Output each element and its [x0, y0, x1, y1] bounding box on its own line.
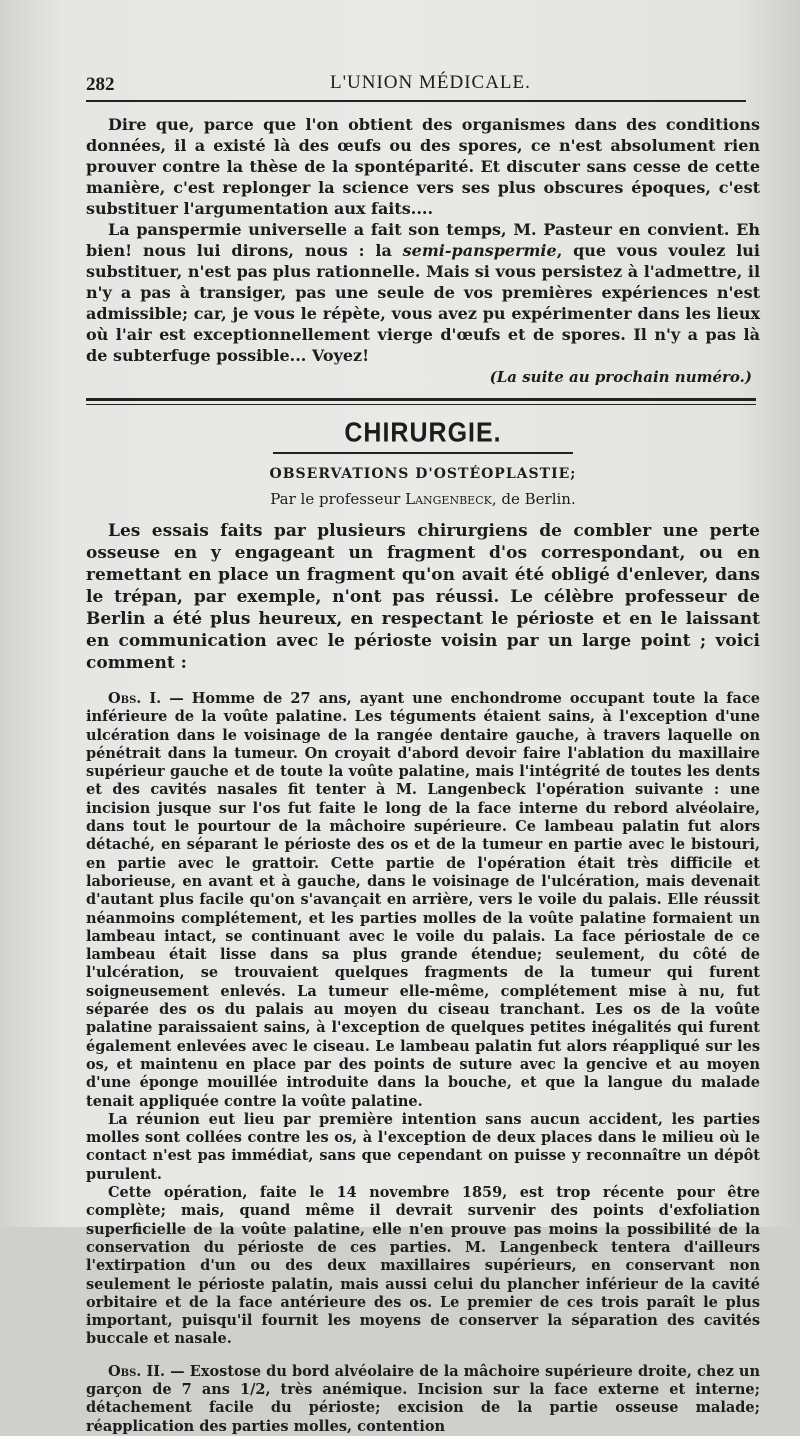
intro-paragraph-1: Dire que, parce que l'on obtient des organismes dans des conditions données, il a existé là des œufs ou des spores, ce n'est absolument rien prouver contre la thèse de la spontéparité. Et discuter sans cesse de cette manière, c'est replonger la science vers ses plus obscures époques, c'est substituer l'argumentation aux faits....	[86, 115, 760, 218]
article-lead	[86, 520, 760, 674]
author-suffix: , de Berlin.	[491, 490, 576, 508]
intro-section	[86, 114, 760, 386]
page-header	[86, 70, 760, 100]
intro-paragraph-2-italic: semi-panspermie	[402, 241, 557, 260]
page-number: 282	[86, 74, 115, 95]
intro-paragraph-2-end: , que vous voulez lui substituer, n'est pas plus rationnelle. Mais si vous persistez à l'admettre, il n'y a pas à transiger, pas une seule de vos premières expériences n'est admissible; car, je vous le répète, vous avez pu expérimenter dans les lieux où l'air est exceptionnellement vierge d'œufs et de spores. Il n'y a pas là de subterfuge possible... Voyez!	[86, 241, 761, 365]
obs1-paragraph-2: La réunion eut lieu par première intention sans aucun accident, les parties molles sont collées contre les os, à l'exception de deux places dans le milieu où le contact n'est pas immédiat, sans que cependant on puisse y reconnaître un dépôt purulent.	[86, 1110, 760, 1183]
obs1-paragraph-1	[86, 690, 760, 1111]
obs1-text: — Homme de 27 ans, ayant une enchondrome occupant toute la face inférieure de la voûte palatine. Les téguments étaient sains, à l'exception d'une ulcération dans le voisinage de la rangée dentaire gauche, à travers laquelle on pénétrait dans la tumeur. On croyait d'abord devoir faire l'ablation du maxillaire supérieur gauche et de toute la voûte palatine, mais l'intégrité de toutes les dents et des cavités nasales fit tenter à M. Langenbeck l'opération suivante : une incision jusque sur l'os fut faite le long de la face interne du rebord alvéolaire, dans tout le pourtour de la mâchoire supérieure. Ce lambeau palatin fut alors détaché, en séparant le périoste des os et de la tumeur en partie avec le bistouri, en partie avec le grattoir. Cette partie de l'opération était très difficile et laborieuse, en avant et à gauche, dans le voisinage de l'ulcération, mais devenait d'autant plus facile qu'on s'avançait en arrière, vers le voile du palais. Elle réussit néanmoins complétement, et les parties molles de la voûte palatine formaient un lambeau intact, se continuant avec le voile du palais. La face périostale de ce lambeau était lisse dans sa plus grande étendue; seulement, du côté de l'ulcération, se trouvaient quelques fragments de la tumeur qui furent soigneusement enlevés. La tumeur elle-même, complétement mise à nu, fut séparée des os du palais au moyen du ciseau tranchant. Les os de la voûte palatine paraissaient sains, à l'exception de quelques petites inégalités qui furent également enlevées avec le ciseau. Le lambeau palatin fut alors réappliqué sur les os, et maintenu en place par des points de suture avec la gencive et au moyen d'une éponge mouillée introduite dans la bouche, et que la langue du malade tenait appliquée contre la voûte palatine.	[86, 690, 760, 1110]
intro-paragraph-2	[86, 219, 760, 366]
article-author	[86, 490, 760, 508]
continuation-note: (La suite au prochain numéro.)	[489, 368, 752, 386]
section-title-rule	[273, 452, 573, 454]
header-rule	[86, 100, 746, 102]
obs1-paragraph-3: Cette opération, faite le 14 novembre 1859, est trop récente pour être complète; mais, quand même il devrait survenir des points d'exfoliation superficielle de la voûte palatine, elle n'en prouve pas moins la possibilité de la conservation du périoste de ces parties. M. Langenbeck tentera d'ailleurs l'extirpation d'un ou des deux maxillaires supérieurs, en conservant non seulement le périoste palatin, mais aussi celui du plancher inférieur de la cavité orbitaire et de la face antérieure des os. Le premier de ces trois paraît le plus important, puisqu'il fournit les moyens de conserver la séparation des cavités buccale et nasale.	[86, 1184, 760, 1348]
running-title: L'UNION MÉDICALE.	[330, 72, 531, 93]
obs1-label: Obs. I.	[108, 690, 162, 707]
obs2-label: Obs. II.	[108, 1362, 166, 1380]
intro-paragraph-2-start: La panspermie universelle a fait son temps, M. Pasteur en convient. Eh bien! nous lui dirons, nous : la	[86, 220, 760, 260]
section-title: CHIRURGIE.	[344, 417, 502, 449]
author-name: Langenbeck	[405, 490, 492, 508]
author-prefix: Par le professeur	[270, 490, 406, 508]
lead-paragraph: Les essais faits par plusieurs chirurgiens de combler une perte osseuse en y engageant un fragment d'os correspondant, ou en remettant en place un fragment qu'on avait été obligé d'enlever, dans le trépan, par exemple, n'ont pas réussi. Le célèbre professeur de Berlin a été plus heureux, en respectant le périoste et en le laissant en communication avec le périoste voisin par un large point ; voici comment :	[86, 521, 760, 673]
article-title: OBSERVATIONS D'OSTÉOPLASTIE;	[269, 466, 577, 482]
obs2-text: — Exostose du bord alvéolaire de la mâchoire supérieure droite, chez un garçon de 7 ans 1/2, très anémique. Incision sur la face externe et interne; détachement facile du périoste; excision de la partie osseuse malade; réapplication des parties molles, contention	[86, 1362, 760, 1435]
section-divider	[86, 398, 756, 405]
observation-2	[86, 1363, 760, 1436]
obs2-paragraph	[86, 1363, 760, 1436]
observation-1	[86, 690, 760, 1349]
